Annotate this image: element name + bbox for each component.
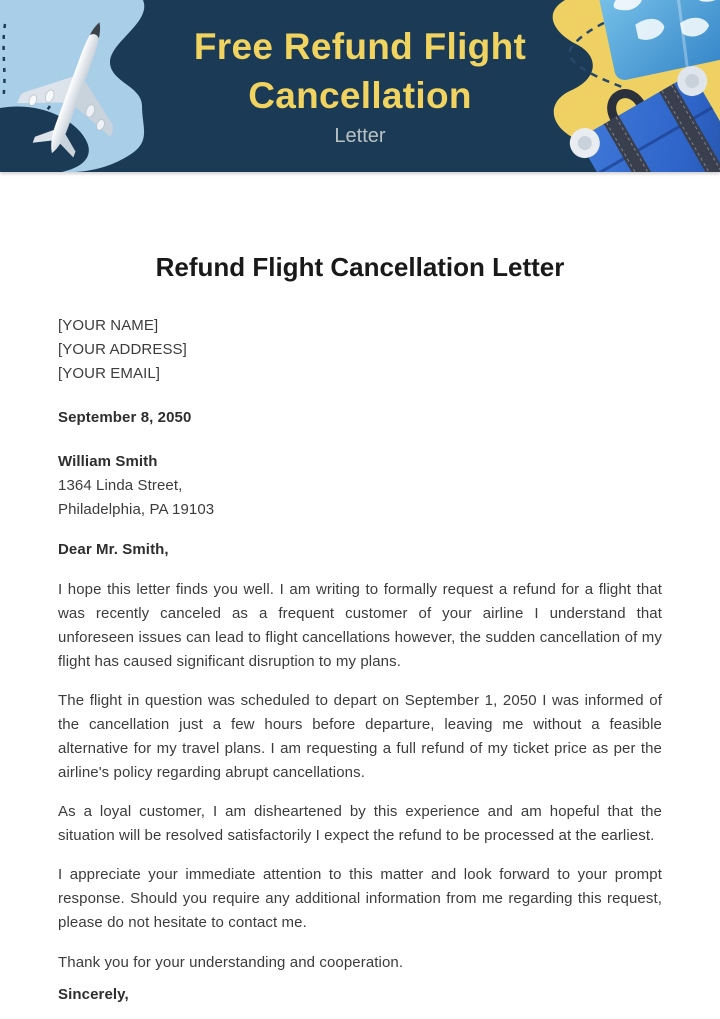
banner-title-line2: Cancellation: [248, 75, 472, 116]
paragraph-expectation: As a loyal customer, I am disheartened by this experience and am hopeful that the situation will be resolved satisfactorily I expect the refund to be processed at the earliest.: [58, 803, 662, 844]
sender-email-placeholder: [YOUR EMAIL]: [58, 365, 161, 382]
banner-title: [160, 22, 560, 120]
letter-page: [0, 252, 720, 1007]
header-banner: [0, 0, 720, 172]
sender-block: [58, 314, 662, 386]
paragraph-contact: I appreciate your immediate attention to this matter and look forward to your prompt response. Should you require any additional information from me regarding this request, please do not hesitate to contact me.: [58, 866, 662, 931]
paragraph-flight-details: The flight in question was scheduled to depart on September 1, 2050 I was informed of the cancellation just a few hours before departure, leaving me without a feasible alternative for my travel plans. I am requesting a full refund of my ticket price as per the airline's policy regarding abrupt cancellations.: [58, 692, 662, 781]
sender-address-placeholder: [YOUR ADDRESS]: [58, 341, 187, 358]
recipient-name: William Smith: [58, 453, 158, 470]
recipient-address-line1: 1364 Linda Street,: [58, 477, 183, 494]
recipient-address-line2: Philadelphia, PA 19103: [58, 501, 215, 518]
closing-thanks: Thank you for your understanding and cooperation.: [58, 954, 404, 971]
salutation: Dear Mr. Smith,: [58, 541, 169, 558]
sender-name-placeholder: [YOUR NAME]: [58, 317, 159, 334]
banner-text-block: [160, 22, 560, 149]
banner-subtitle: Letter: [334, 125, 386, 147]
paragraph-intro: I hope this letter finds you well. I am writing to formally request a refund for a flight that was recently canceled as a frequent customer of your airline I understand that unforeseen issues can lead to flight cancellations however, the sudden cancellation of my flight has caused significant disruption to my plans.: [58, 581, 662, 670]
letter-title: Refund Flight Cancellation Letter: [155, 252, 565, 282]
banner-title-line1: Free Refund Flight: [193, 26, 527, 67]
signoff: Sincerely,: [58, 986, 129, 1003]
recipient-block: [58, 450, 662, 522]
letter-date: September 8, 2050: [58, 409, 192, 426]
